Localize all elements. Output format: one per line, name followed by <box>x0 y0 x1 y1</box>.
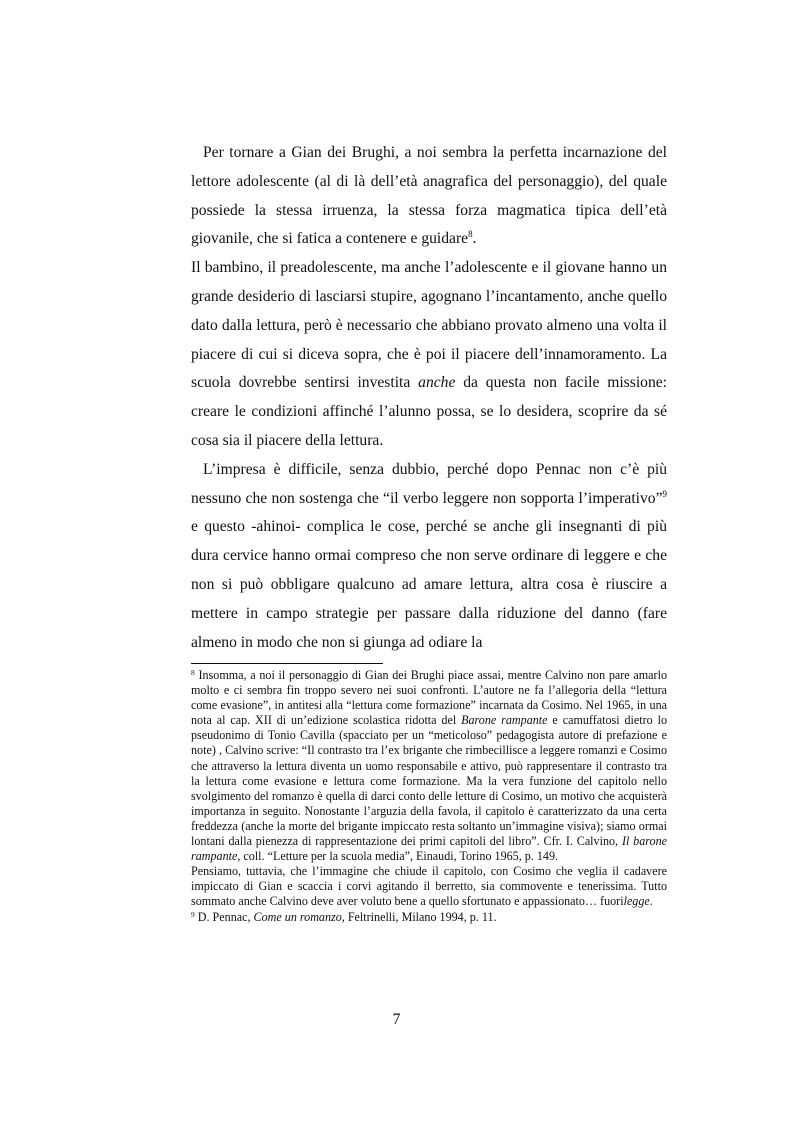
footnote-number: 8 <box>191 668 195 677</box>
footnote-text: Pensiamo, tuttavia, che l’immagine che chiude il capitolo, con Cosimo che veglia il cadavere impiccato di Gian e scaccia i corvi agitando il berretto, sia commovente e tenerissima. Tutto sommato anche Calvino deve aver voluto bene a quello sfortunato e appassionato… fuori <box>191 864 667 909</box>
footnote-number: 9 <box>191 909 195 919</box>
footnote-reference[interactable]: 9 <box>662 488 667 499</box>
footnote-reference[interactable]: 8 <box>468 229 473 240</box>
footnote-text: . <box>649 894 653 909</box>
main-text <box>191 139 667 657</box>
paragraph <box>191 456 667 658</box>
paragraph-text: Il bambino, il preadolescente, ma anche l’adolescente e il giovane hanno un grande desiderio di lasciarsi stupire, agognano l’incantamento, anche quello dato dalla lettura, però è necessario che abbiano provato almeno una volta il piacere di cui si diceva sopra, che è poi il piacere dell’innamoramento. La scuola dovrebbe sentirsi investita <box>191 259 667 392</box>
footnote-8-continued <box>191 864 667 909</box>
paragraph-text: . <box>472 230 477 248</box>
paragraph-text: e questo -ahinoi- complica le cose, perché se anche gli insegnanti di più dura cervice hanno ormai compreso che non serve ordinare di leggere e che non si può obbligare qualcuno ad amare lettura, altra cosa è riuscire a mettere in campo strategie per passare dalla riduzione del danno (fare almeno in modo che non si giunga ad odiare la <box>191 518 667 651</box>
footnote-text: Insomma, a noi il personaggio di Gian dei Brughi piace assai, mentre Calvino non pare amarlo molto e ci sembra fin troppo severo nei suoi confronti. L’autore ne fa l’allegoria della “lettura come evasione”, in antitesi alla “lettura come formazione” incarnata da Cosimo. Nel 1965, in una nota al cap. XII di un’edizione scolastica ridotta del <box>191 668 667 728</box>
footnote-text: e camuffatosi dietro lo pseudonimo di Tonio Cavilla (spacciato per un “meticoloso” pedagogista autore di prefazione e note) , Calvino scrive: “Il contrasto tra l’ex brigante che rimbecillisce a leggere romanzi e Cosimo che attraverso la lettura diventa un uomo responsabile e attivo, può rappresentare il contrasto tra la lettura come evasione e lettura come formazione. Ma la vera funzione del capitolo nello svolgimento del romanzo è quella di darci conto delle letture di Cosimo, un motivo che acquisterà importanza in seguito. Nonostante l’arguzia della favola, il capitolo è caratterizzato da una certa freddezza (anche la morte del brigante impiccato resta soltanto un’immagine visiva); siamo ormai lontani dalla pienezza di rappresentazione dei primi capitoli del libro”. Cfr. I. Calvino, <box>191 713 667 849</box>
footnotes <box>191 668 667 925</box>
page-number: 7 <box>392 1011 401 1028</box>
footnote-text: , coll. “Letture per la scuola media”, Einaudi, Torino 1965, p. 149. <box>237 849 559 864</box>
footnote-title: Come un romanzo <box>253 909 342 924</box>
footnote-9 <box>191 910 667 925</box>
footnote-8 <box>191 668 667 864</box>
paragraph-text: L’impresa è difficile, senza dubbio, perché dopo Pennac non c’è più nessuno che non sostenga che “il verbo leggere non sopporta l’imperativo” <box>191 460 667 507</box>
emphasis-text: anche <box>418 374 456 392</box>
paragraph-text: Per tornare a Gian dei Brughi, a noi sembra la perfetta incarnazione del lettore adolescente (al di là dell’età anagrafica del personaggio), del quale possiede la stessa irruenza, la stessa forza magmatica tipica dell’età giovanile, che si fatica a contenere e guidare <box>191 144 667 248</box>
footnote-title: Barone rampante <box>461 713 548 728</box>
paragraph <box>191 139 667 254</box>
footnote-emphasis: legge <box>623 894 650 909</box>
footnote-title: Il barone rampante <box>191 834 667 864</box>
footnote-separator <box>191 663 383 664</box>
footnote-text: , Feltrinelli, Milano 1994, p. 11. <box>341 909 497 924</box>
paragraph-text: da questa non facile missione: creare le condizioni affinché l’alunno possa, se lo desidera, scoprire da sé cosa sia il piacere della lettura. <box>191 374 667 449</box>
paragraph <box>191 254 667 456</box>
footnote-text: D. Pennac, <box>194 909 254 924</box>
